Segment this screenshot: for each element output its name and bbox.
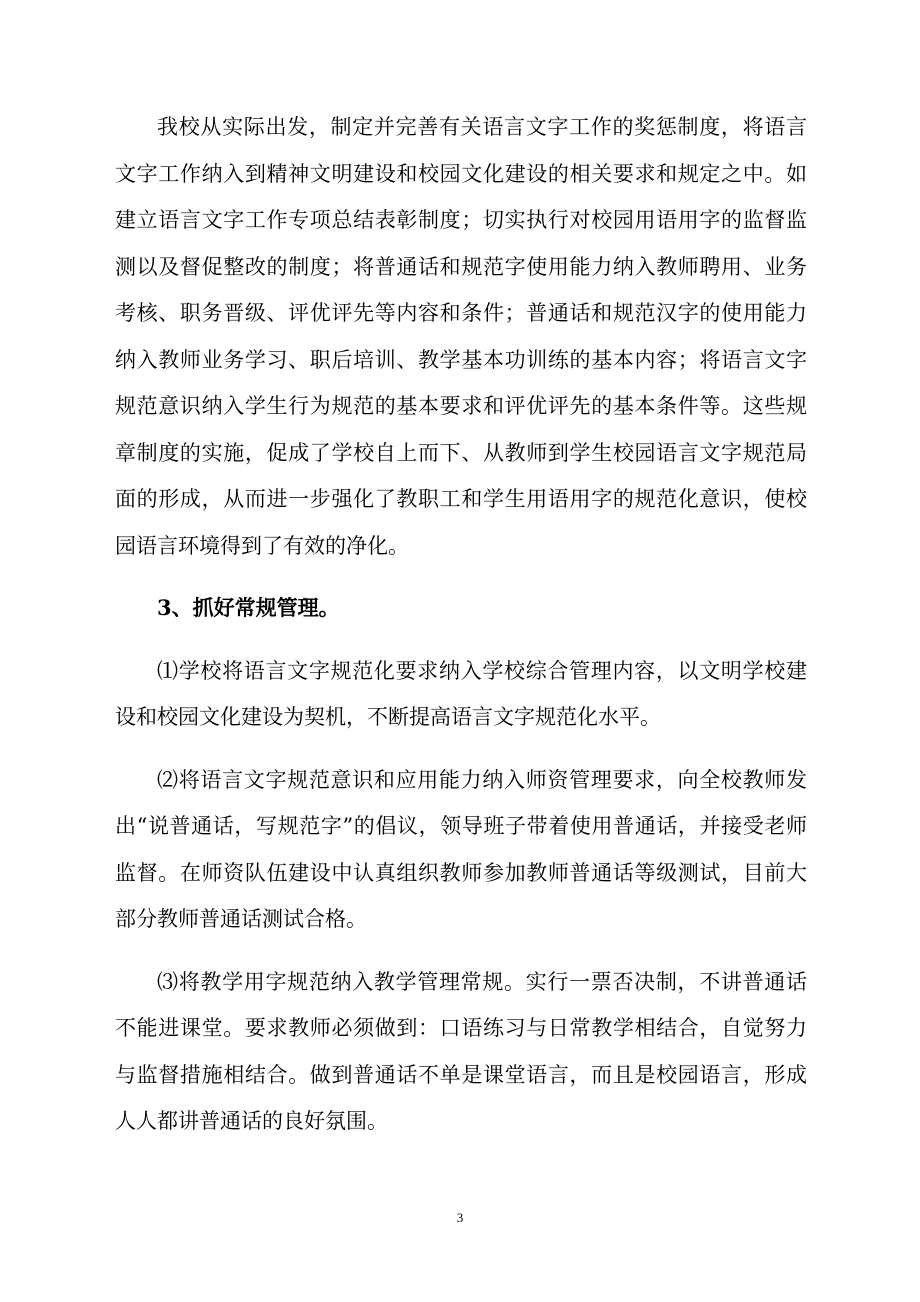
paragraph-reward-system: 我校从实际出发，制定并完善有关语言文字工作的奖惩制度，将语言文字工作纳入到精神文明建设和校园文化建设的相关要求和规定之中。如建立语言文字工作专项总结表彰制度；切实执行对校园用语用字的监督监测以及督促整改的制度；将普通话和规范字使用能力纳入教师聘用、业务考核、职务晋级、评优评先等内容和条件；普通话和规范汉字的使用能力纳入教师业务学习、职后培训、教学基本功训练的基本内容；将语言文字规范意识纳入学生行为规范的基本要求和评优评先的基本条件等。这些规章制度的实施，促成了学校自上而下、从教师到学生校园语言文字规范局面的形成，从而进一步强化了教职工和学生用语用字的规范化意识，使校园语言环境得到了有效的净化。	[115, 115, 807, 558]
section-heading-routine-management: 3、抓好常规管理。	[157, 595, 340, 620]
paragraph-item-2: ⑵将语言文字规范意识和应用能力纳入师资管理要求，向全校教师发出“说普通话，写规范字”的倡议，领导班子带着使用普通话，并接受老师监督。在师资队伍建设中认真组织教师参加教师普通话等级测试，目前大部分教师普通话测试合格。	[115, 767, 807, 931]
paragraph-item-3: ⑶将教学用字规范纳入教学管理常规。实行一票否决制，不讲普通话不能进课堂。要求教师必须做到：口语练习与日常教学相结合，自觉努力与监督措施相结合。做到普通话不单是课堂语言，而且是校园语言，形成人人都讲普通话的良好氛围。	[115, 969, 807, 1133]
document-body	[115, 104, 807, 1145]
paragraph-item-1: ⑴学校将语言文字规范化要求纳入学校综合管理内容，以文明学校建设和校园文化建设为契机，不断提高语言文字规范化水平。	[115, 658, 807, 729]
page-number: 3	[456, 1210, 464, 1225]
